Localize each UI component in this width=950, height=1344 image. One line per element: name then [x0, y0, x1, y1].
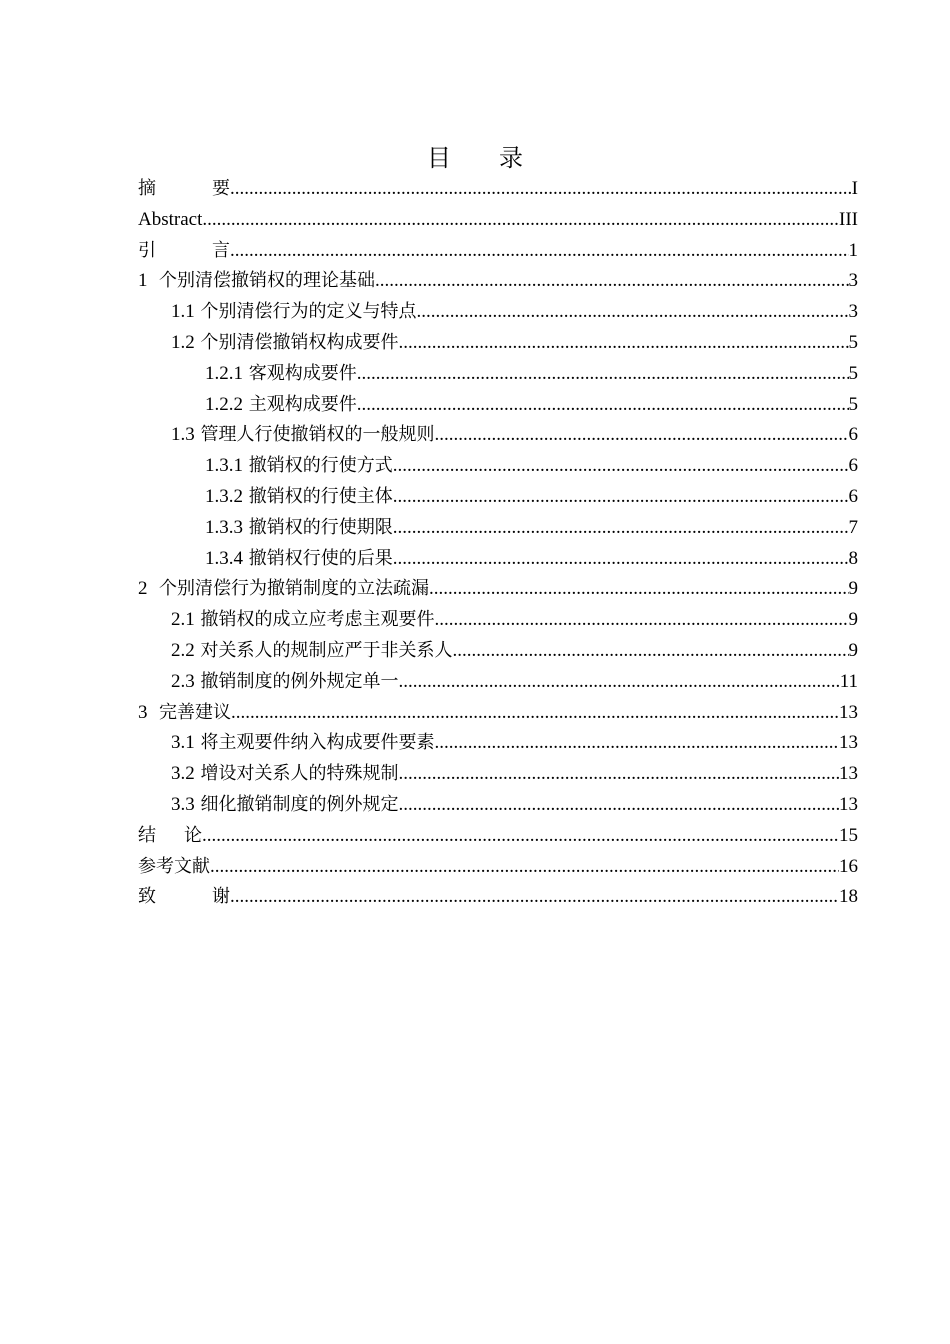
toc-entry[interactable] — [138, 728, 858, 759]
toc-entry-number: 2.3 — [171, 670, 195, 692]
toc-entry[interactable] — [138, 821, 858, 852]
toc-page-number: 11 — [839, 670, 858, 692]
toc-entry-number: 2.2 — [171, 639, 195, 661]
toc-dot-leader — [398, 328, 848, 359]
toc-entry-text: 撤销权的行使主体 — [248, 485, 393, 507]
toc-title — [0, 140, 950, 176]
toc-entry-text: 个别清偿撤销权的理论基础 — [158, 270, 375, 292]
toc-entry-number-spacer — [148, 578, 159, 599]
toc-page-number: III — [839, 208, 858, 230]
toc-page-number: 5 — [848, 362, 858, 384]
toc-entry-number: 1.2.1 — [205, 362, 243, 384]
toc-entry-number: 1.1 — [171, 301, 195, 323]
toc-entry-label — [171, 728, 434, 759]
toc-entry-label — [171, 790, 398, 821]
toc-entry-label — [138, 266, 375, 297]
toc-page-number: 13 — [839, 793, 858, 815]
toc-dot-leader — [434, 605, 848, 636]
toc-entry-number: 1.3.1 — [205, 455, 243, 477]
toc-entry[interactable] — [138, 574, 858, 605]
toc-entry-number-spacer — [148, 270, 159, 291]
toc-entry-label — [138, 205, 202, 236]
toc-page-number: 6 — [848, 485, 858, 507]
toc-page-number: 8 — [848, 547, 858, 569]
toc-entry-number: 1.2.2 — [205, 393, 243, 415]
toc-page-number: 15 — [839, 824, 858, 846]
toc-entry[interactable] — [138, 482, 858, 513]
toc-entry-label — [205, 390, 357, 421]
toc-entry-label — [138, 574, 429, 605]
toc-entry-label — [205, 359, 357, 390]
toc-entry[interactable] — [138, 328, 858, 359]
toc-entry[interactable] — [138, 236, 858, 267]
toc-dot-leader — [398, 790, 839, 821]
toc-entry-text: 参考文献 — [138, 855, 210, 877]
toc-page-number: 9 — [848, 578, 858, 600]
toc-entry-text: 增设对关系人的特殊规制 — [200, 763, 399, 785]
toc-entry-number-spacer — [148, 702, 159, 723]
toc-title-char-1: 目 — [427, 144, 451, 172]
toc-dot-leader — [398, 759, 839, 790]
toc-entry-number: 1.3.2 — [205, 485, 243, 507]
toc-entry-label — [205, 513, 393, 544]
toc-entry[interactable] — [138, 451, 858, 482]
toc-list — [138, 174, 858, 913]
toc-entry-number: 3.3 — [171, 793, 195, 815]
toc-page-number: 7 — [848, 516, 858, 538]
toc-entry[interactable] — [138, 297, 858, 328]
toc-dot-leader — [393, 482, 849, 513]
toc-entry-label-part: 要 — [212, 178, 230, 199]
toc-entry-label — [171, 667, 398, 698]
toc-title-char-2: 录 — [499, 144, 523, 172]
toc-entry-number: 1 — [138, 270, 148, 292]
toc-entry-number: 1.3 — [171, 424, 195, 446]
toc-page-number: 13 — [839, 701, 858, 723]
toc-dot-leader — [393, 513, 849, 544]
toc-entry[interactable] — [138, 605, 858, 636]
toc-entry-label — [138, 882, 230, 913]
toc-dot-leader — [357, 359, 849, 390]
toc-entry-number: 2.1 — [171, 609, 195, 631]
toc-entry[interactable] — [138, 420, 858, 451]
toc-entry-text: 撤销权的成立应考虑主观要件 — [200, 609, 435, 631]
toc-entry-label-part: 引 — [138, 239, 156, 261]
toc-entry[interactable] — [138, 667, 858, 698]
toc-entry-label-part: 致 — [138, 886, 156, 908]
toc-entry-text: 撤销制度的例外规定单一 — [200, 670, 399, 692]
toc-entry-label — [138, 852, 210, 883]
toc-entry-label — [138, 821, 202, 852]
toc-entry-label — [171, 759, 398, 790]
toc-page-number: 9 — [848, 609, 858, 631]
toc-entry[interactable] — [138, 852, 858, 883]
toc-entry-label — [171, 328, 398, 359]
toc-entry-number: 3.1 — [171, 732, 195, 754]
toc-entry-text: 撤销权的行使方式 — [248, 455, 393, 477]
toc-dot-leader — [393, 544, 849, 575]
toc-dot-leader — [429, 574, 849, 605]
toc-entry[interactable] — [138, 544, 858, 575]
toc-page-number: 18 — [839, 886, 858, 908]
toc-dot-leader — [434, 728, 839, 759]
toc-page-number: 13 — [839, 732, 858, 754]
toc-entry-text: 撤销权的行使期限 — [248, 516, 393, 538]
toc-entry-text: 个别清偿撤销权构成要件 — [200, 331, 399, 353]
toc-entry-text: 撤销权行使的后果 — [248, 547, 393, 569]
toc-entry[interactable] — [138, 174, 858, 205]
toc-entry-text: 对关系人的规制应严于非关系人 — [200, 639, 453, 661]
toc-entry-label — [171, 297, 416, 328]
toc-entry-label-part: 言 — [212, 239, 230, 261]
toc-dot-leader — [231, 698, 839, 729]
toc-dot-leader — [357, 390, 849, 421]
toc-entry-text: 客观构成要件 — [248, 362, 357, 384]
toc-entry-label — [205, 544, 393, 575]
toc-entry[interactable] — [138, 790, 858, 821]
toc-page-number: 3 — [848, 301, 858, 323]
toc-entry-number: 1.3.4 — [205, 547, 243, 569]
toc-dot-leader — [202, 205, 839, 236]
toc-entry[interactable] — [138, 513, 858, 544]
toc-entry-text: Abstract — [138, 208, 203, 230]
toc-entry-text: 主观构成要件 — [248, 393, 357, 415]
toc-entry-text: 完善建议 — [158, 701, 231, 723]
toc-entry[interactable] — [138, 266, 858, 297]
toc-dot-leader — [375, 266, 849, 297]
toc-entry[interactable] — [138, 390, 858, 421]
toc-entry-text: 个别清偿行为的定义与特点 — [200, 301, 417, 323]
toc-entry-label — [171, 636, 452, 667]
toc-dot-leader — [230, 882, 839, 913]
toc-entry-label-part: 谢 — [212, 886, 230, 908]
toc-dot-leader — [434, 420, 848, 451]
toc-entry[interactable] — [138, 882, 858, 913]
toc-entry-label-part: 摘 — [138, 178, 156, 199]
toc-entry-number: 1.3.3 — [205, 516, 243, 538]
toc-entry-label — [138, 236, 230, 267]
toc-page-number: 6 — [848, 424, 858, 446]
toc-dot-leader — [210, 852, 839, 883]
toc-page-number: I — [851, 178, 858, 199]
toc-entry-number: 3 — [138, 701, 148, 723]
toc-entry[interactable] — [138, 759, 858, 790]
toc-entry-label — [138, 174, 230, 205]
toc-page-number: 1 — [848, 239, 858, 261]
toc-dot-leader — [230, 174, 852, 205]
toc-page-number: 3 — [848, 270, 858, 292]
toc-entry-text: 管理人行使撤销权的一般规则 — [200, 424, 435, 446]
toc-page-number: 13 — [839, 763, 858, 785]
toc-entry-number: 2 — [138, 578, 148, 600]
toc-entry[interactable] — [138, 205, 858, 236]
toc-dot-leader — [230, 236, 849, 267]
toc-dot-leader — [452, 636, 848, 667]
toc-entry-label — [138, 698, 231, 729]
toc-page-number: 5 — [848, 393, 858, 415]
toc-entry-label — [171, 605, 434, 636]
toc-entry[interactable] — [138, 698, 858, 729]
toc-entry-label — [171, 420, 434, 451]
toc-entry-number: 1.2 — [171, 331, 195, 353]
toc-dot-leader — [393, 451, 849, 482]
toc-entry-label-part: 结 — [138, 824, 156, 846]
toc-entry-text: 个别清偿行为撤销制度的立法疏漏 — [158, 578, 429, 600]
toc-page-number: 16 — [839, 855, 858, 877]
toc-entry-text: 将主观要件纳入构成要件要素 — [200, 732, 435, 754]
toc-page-number: 9 — [848, 639, 858, 661]
toc-entry-number: 3.2 — [171, 763, 195, 785]
toc-entry-label — [205, 451, 393, 482]
toc-entry[interactable] — [138, 359, 858, 390]
toc-dot-leader — [416, 297, 848, 328]
toc-entry-label-part: 论 — [184, 824, 202, 846]
toc-dot-leader — [398, 667, 839, 698]
toc-entry-label — [205, 482, 393, 513]
toc-dot-leader — [202, 821, 839, 852]
toc-page-number: 6 — [848, 455, 858, 477]
toc-entry-text: 细化撤销制度的例外规定 — [200, 793, 399, 815]
toc-entry[interactable] — [138, 636, 858, 667]
toc-page-number: 5 — [848, 331, 858, 353]
